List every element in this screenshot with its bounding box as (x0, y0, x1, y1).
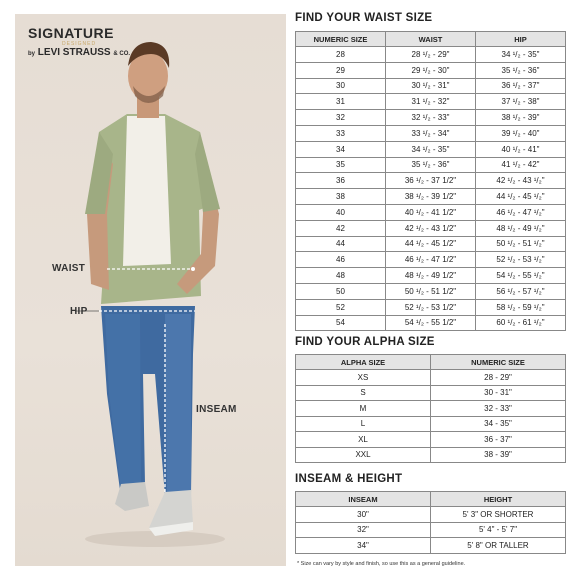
table-cell: L (296, 416, 431, 432)
table-cell: 28 (296, 47, 386, 63)
table-cell: 40 (296, 204, 386, 220)
table-cell: 34 ¹/₂ - 35" (476, 47, 566, 63)
table-cell: 35 ¹/₂ - 36" (476, 62, 566, 78)
table-row (296, 236, 566, 252)
table-cell: 38 ¹/₂ - 39 1/2" (386, 189, 476, 205)
hip-label: HIP (70, 306, 88, 317)
table-cell: 39 ¹/₂ - 40" (476, 125, 566, 141)
tshirt (123, 116, 171, 266)
table-cell: 5' 4" - 5' 7" (431, 522, 566, 538)
table-cell: 30 (296, 78, 386, 94)
table-row (296, 447, 566, 463)
table-row (296, 204, 566, 220)
table-cell: 54 (296, 315, 386, 331)
table-row (296, 252, 566, 268)
table-cell: 40 ¹/₂ - 41" (476, 141, 566, 157)
table-cell: 58 ¹/₂ - 59 ¹/₂" (476, 299, 566, 315)
table-cell: 46 ¹/₂ - 47 ¹/₂" (476, 204, 566, 220)
table-row (296, 538, 566, 554)
table-cell: 36 - 37" (431, 432, 566, 448)
brand-line2: DESIGNED (62, 41, 97, 47)
table-cell: 40 ¹/₂ - 41 1/2" (386, 204, 476, 220)
brand-logo (28, 26, 130, 58)
table-row (296, 370, 566, 386)
alpha-header-alpha: ALPHA SIZE (296, 355, 431, 370)
table-cell: 33 (296, 125, 386, 141)
table-cell: 38 ¹/₂ - 39" (476, 110, 566, 126)
table-row (296, 94, 566, 110)
table-cell: 38 - 39" (431, 447, 566, 463)
table-cell: 48 ¹/₂ - 49 ¹/₂" (476, 220, 566, 236)
table-cell: 46 (296, 252, 386, 268)
table-cell: 52 ¹/₂ - 53 1/2" (386, 299, 476, 315)
alpha-size-table (295, 354, 566, 463)
table-cell: 30" (296, 507, 431, 523)
table-cell: 44 ¹/₂ - 45 1/2" (386, 236, 476, 252)
table-cell: S (296, 385, 431, 401)
waist-size-table (295, 31, 566, 331)
table-cell: M (296, 401, 431, 417)
table-row (296, 299, 566, 315)
model-photo (15, 14, 286, 566)
table-cell: 37 ¹/₂ - 38" (476, 94, 566, 110)
table-cell: 52 (296, 299, 386, 315)
footnote: * Size can vary by style and finish, so use this as a general guideline. (297, 561, 466, 567)
table-row (296, 141, 566, 157)
table-cell: 29 ¹/₂ - 30" (386, 62, 476, 78)
table-cell: XXL (296, 447, 431, 463)
table-cell: 38 (296, 189, 386, 205)
table-cell: XL (296, 432, 431, 448)
table-row (296, 189, 566, 205)
table-row (296, 125, 566, 141)
table-cell: 30 - 31" (431, 385, 566, 401)
table-row (296, 78, 566, 94)
table-cell: 36 (296, 173, 386, 189)
table-cell: 48 ¹/₂ - 49 1/2" (386, 268, 476, 284)
table-row (296, 522, 566, 538)
table-cell: 44 ¹/₂ - 45 ¹/₂" (476, 189, 566, 205)
table-cell: 42 ¹/₂ - 43 1/2" (386, 220, 476, 236)
table-cell: 60 ¹/₂ - 61 ¹/₂" (476, 315, 566, 331)
table-cell: 36 ¹/₂ - 37" (476, 78, 566, 94)
alpha-header-numeric: NUMERIC SIZE (431, 355, 566, 370)
table-cell: 28 - 29" (431, 370, 566, 386)
table-cell: 30 ¹/₂ - 31" (386, 78, 476, 94)
table-row (296, 157, 566, 173)
table-cell: 48 (296, 268, 386, 284)
table-cell: 32 (296, 110, 386, 126)
table-cell: 31 (296, 94, 386, 110)
table-cell: 54 ¹/₂ - 55 ¹/₂" (476, 268, 566, 284)
table-cell: 56 ¹/₂ - 57 ¹/₂" (476, 283, 566, 299)
alpha-section-title: FIND YOUR ALPHA SIZE (295, 336, 435, 348)
table-row (296, 173, 566, 189)
table-cell: 33 ¹/₂ - 34" (386, 125, 476, 141)
table-row (296, 315, 566, 331)
table-cell: 44 (296, 236, 386, 252)
waist-label: WAIST (52, 263, 86, 274)
waist-header-numeric: NUMERIC SIZE (296, 32, 386, 47)
inseam-label: INSEAM (196, 404, 237, 415)
inseam-section-title: INSEAM & HEIGHT (295, 473, 403, 485)
waist-section-title: FIND YOUR WAIST SIZE (295, 12, 433, 24)
table-row (296, 385, 566, 401)
table-row (296, 283, 566, 299)
table-cell: 34 (296, 141, 386, 157)
table-cell: 50 ¹/₂ - 51 ¹/₂" (476, 236, 566, 252)
table-cell: 50 ¹/₂ - 51 1/2" (386, 283, 476, 299)
table-cell: 32 - 33" (431, 401, 566, 417)
inseam-header-inseam: INSEAM (296, 492, 431, 507)
table-cell: XS (296, 370, 431, 386)
table-cell: 34" (296, 538, 431, 554)
table-cell: 35 ¹/₂ - 36" (386, 157, 476, 173)
table-cell: 54 ¹/₂ - 55 1/2" (386, 315, 476, 331)
table-row (296, 220, 566, 236)
table-row (296, 110, 566, 126)
table-row (296, 416, 566, 432)
table-cell: 34 ¹/₂ - 35" (386, 141, 476, 157)
inseam-height-table (295, 491, 566, 554)
table-cell: 46 ¹/₂ - 47 1/2" (386, 252, 476, 268)
table-cell: 5' 8" OR TALLER (431, 538, 566, 554)
waist-header-hip: HIP (476, 32, 566, 47)
table-cell: 50 (296, 283, 386, 299)
waist-header-waist: WAIST (386, 32, 476, 47)
table-row (296, 401, 566, 417)
table-row (296, 432, 566, 448)
table-cell: 35 (296, 157, 386, 173)
brand-line1: SIGNATURE (28, 25, 114, 41)
table-row (296, 507, 566, 523)
table-cell: 5' 3" OR SHORTER (431, 507, 566, 523)
table-cell: 32" (296, 522, 431, 538)
inseam-header-height: HEIGHT (431, 492, 566, 507)
table-cell: 31 ¹/₂ - 32" (386, 94, 476, 110)
table-cell: 34 - 35" (431, 416, 566, 432)
table-cell: 36 ¹/₂ - 37 1/2" (386, 173, 476, 189)
model-illustration (15, 14, 286, 566)
table-row (296, 62, 566, 78)
brand-line3: by LEVI STRAUSS & CO. (28, 47, 131, 58)
table-cell: 29 (296, 62, 386, 78)
table-row (296, 268, 566, 284)
table-cell: 41 ¹/₂ - 42" (476, 157, 566, 173)
table-row (296, 47, 566, 63)
table-cell: 28 ¹/₂ - 29" (386, 47, 476, 63)
table-cell: 32 ¹/₂ - 33" (386, 110, 476, 126)
table-cell: 52 ¹/₂ - 53 ¹/₂" (476, 252, 566, 268)
table-cell: 42 ¹/₂ - 43 ¹/₂" (476, 173, 566, 189)
table-cell: 42 (296, 220, 386, 236)
